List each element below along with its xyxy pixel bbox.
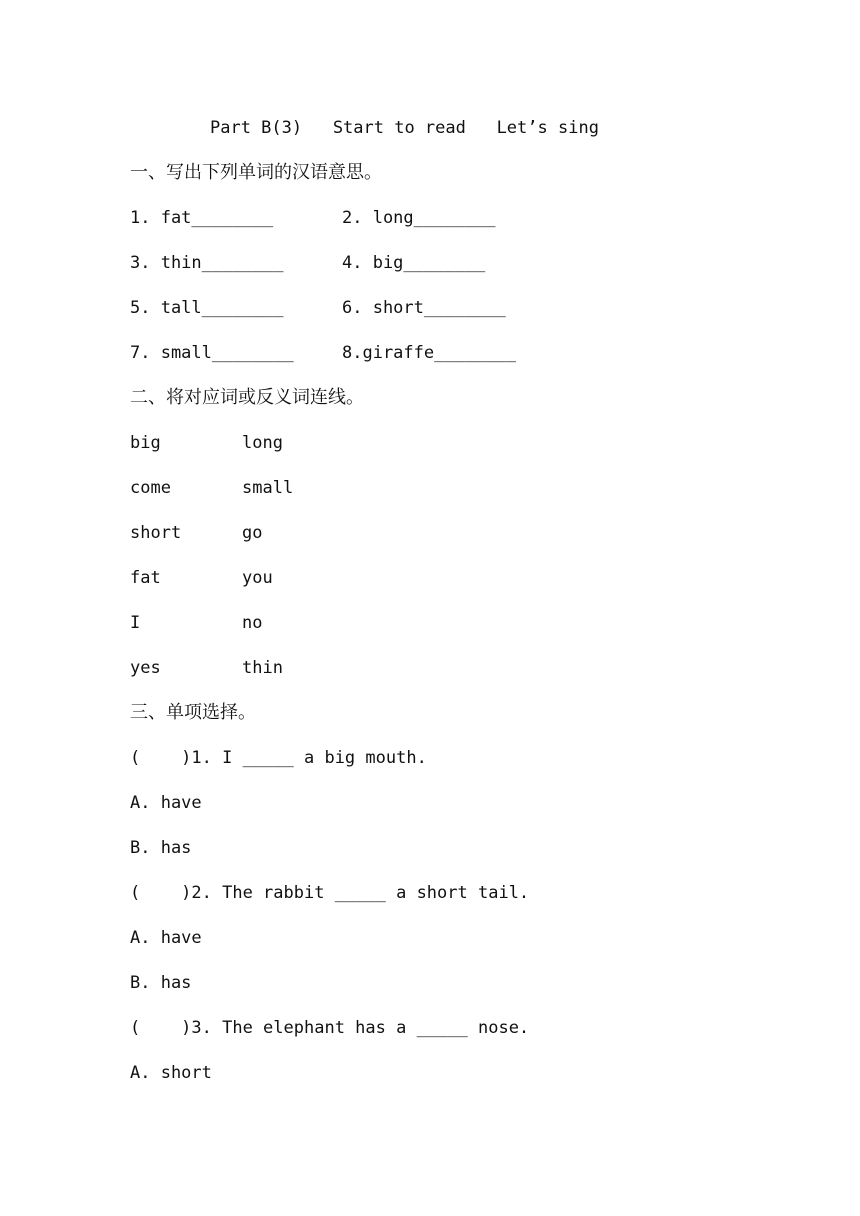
match-left-word: fat — [130, 568, 161, 588]
vocab-item: 4. big________ — [342, 253, 486, 273]
vocab-item: 5. tall________ — [130, 298, 284, 318]
question-line: ( )2. The rabbit _____ a short tail. — [130, 883, 530, 903]
page-title: Part B(3) Start to read Let’s sing — [210, 118, 599, 138]
match-left-word: I — [130, 613, 141, 633]
match-right-word: go — [242, 523, 263, 543]
section-3-heading: 三、单项选择。 — [130, 702, 256, 723]
vocab-item: 7. small________ — [130, 343, 294, 363]
answer-option: B. has — [130, 973, 192, 993]
match-left-word: short — [130, 523, 182, 543]
answer-option: B. has — [130, 838, 192, 858]
vocab-item: 2. long________ — [342, 208, 496, 228]
vocab-item: 8.giraffe________ — [342, 343, 516, 363]
match-right-word: you — [242, 568, 273, 588]
question-line: ( )1. I _____ a big mouth. — [130, 748, 427, 768]
question-line: ( )3. The elephant has a _____ nose. — [130, 1018, 530, 1038]
answer-option: A. have — [130, 928, 202, 948]
match-left-word: yes — [130, 658, 161, 678]
vocab-item: 1. fat________ — [130, 208, 274, 228]
match-right-word: small — [242, 478, 294, 498]
match-right-word: long — [242, 433, 283, 453]
match-left-word: big — [130, 433, 161, 453]
section-2-heading: 二、将对应词或反义词连线。 — [130, 387, 364, 408]
answer-option: A. have — [130, 793, 202, 813]
match-left-word: come — [130, 478, 171, 498]
section-1-heading: 一、写出下列单词的汉语意思。 — [130, 162, 382, 183]
vocab-item: 3. thin________ — [130, 253, 284, 273]
answer-option: A. short — [130, 1063, 212, 1083]
match-right-word: no — [242, 613, 263, 633]
match-right-word: thin — [242, 658, 283, 678]
vocab-item: 6. short________ — [342, 298, 506, 318]
